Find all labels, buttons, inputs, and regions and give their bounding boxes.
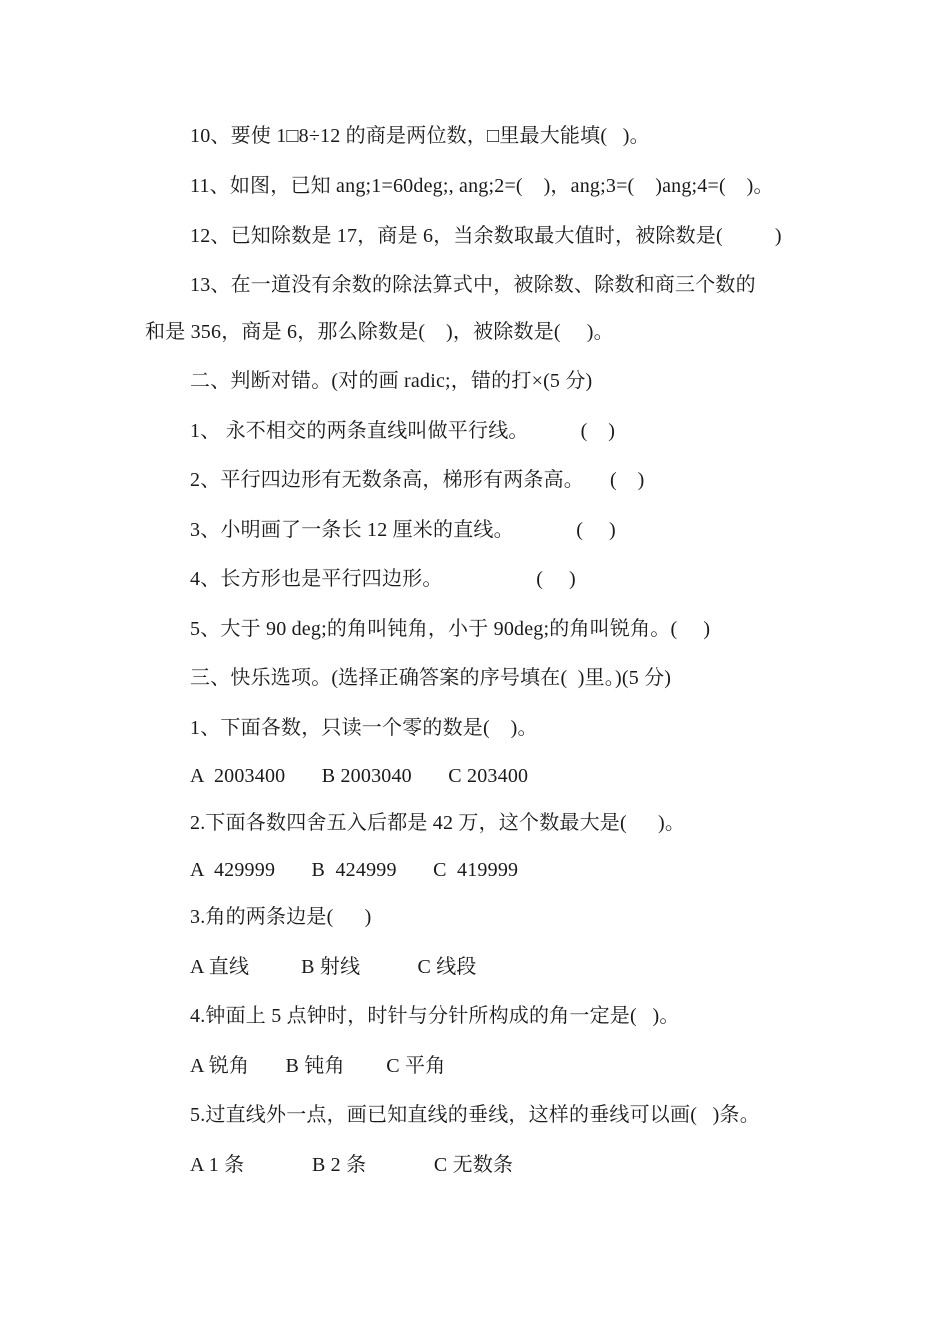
question-13: 13、在一道没有余数的除法算式中，被除数、除数和商三个数的 — [190, 274, 756, 296]
choice-question-5: 5.过直线外一点，画已知直线的垂线，这样的垂线可以画( )条。 — [190, 1104, 760, 1126]
choice-question-3: 3.角的两条边是( ) — [190, 906, 372, 928]
choice-question-1: 1、下面各数，只读一个零的数是( )。 — [190, 717, 538, 739]
question-11: 11、如图，已知 ang;1=60deg;, ang;2=( )，ang;3=( )ang;4=( )。 — [190, 175, 774, 197]
question-12: 12、已知除数是 17，商是 6，当余数取最大值时，被除数是( ) — [190, 225, 782, 247]
question-13-continued: 和是 356，商是 6，那么除数是( )，被除数是( )。 — [145, 321, 614, 343]
choice-options-5: A 1 条 B 2 条 C 无数条 — [190, 1154, 514, 1176]
question-10: 10、要使 1□8÷12 的商是两位数，□里最大能填( )。 — [190, 125, 650, 147]
section-2-heading: 二、判断对错。(对的画 radic;，错的打×(5 分) — [190, 370, 593, 392]
choice-options-2: A 429999 B 424999 C 419999 — [190, 859, 519, 881]
judge-item-5: 5、大于 90 deg;的角叫钝角，小于 90deg;的角叫锐角。( ) — [190, 618, 711, 640]
choice-options-1: A 2003400 B 2003040 C 203400 — [190, 765, 529, 787]
judge-item-3: 3、小明画了一条长 12 厘米的直线。 ( ) — [190, 519, 616, 541]
judge-item-2: 2、平行四边形有无数条高，梯形有两条高。 ( ) — [190, 469, 645, 491]
judge-item-4: 4、长方形也是平行四边形。 ( ) — [190, 568, 576, 590]
choice-question-2: 2.下面各数四舍五入后都是 42 万，这个数最大是( )。 — [190, 812, 686, 834]
section-3-heading: 三、快乐选项。(选择正确答案的序号填在( )里。)(5 分) — [190, 667, 672, 689]
choice-question-4: 4.钟面上 5 点钟时，时针与分针所构成的角一定是( )。 — [190, 1005, 680, 1027]
choice-options-4: A 锐角 B 钝角 C 平角 — [190, 1055, 446, 1077]
judge-item-1: 1、 永不相交的两条直线叫做平行线。 ( ) — [190, 420, 616, 442]
choice-options-3: A 直线 B 射线 C 线段 — [190, 956, 477, 978]
